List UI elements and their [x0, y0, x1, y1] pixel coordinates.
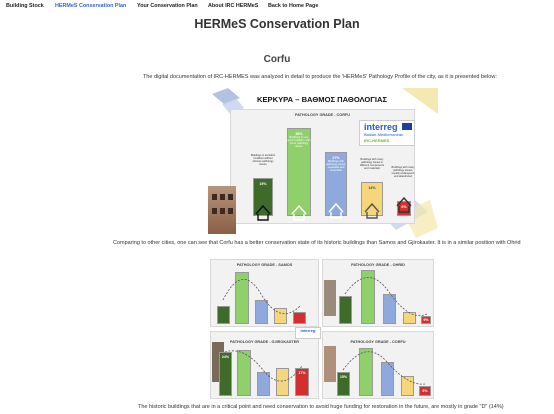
house-icon	[329, 204, 343, 218]
corfu-pathology-infographic	[206, 88, 438, 238]
ohrid-bar-4: 9%	[421, 316, 431, 324]
nav-hermes-conservation-plan[interactable]: HERMeS Conservation Plan	[55, 3, 127, 9]
corfu-bar-4: 6%	[397, 201, 411, 216]
corfu-small-trend-line	[323, 332, 433, 398]
intro-paragraph: The digital documentation of IRC-HERMES was analyzed in detail to produce the 'HERMeS' Pathology Profile of the city, as it is presented below:	[143, 74, 497, 80]
gjirokaster-bar-4: 17%	[295, 368, 309, 396]
top-navigation	[0, 0, 554, 14]
gjirokaster-trend-line	[211, 332, 318, 398]
house-icon	[397, 198, 411, 212]
interreg-logo-subtitle: Balkan-Mediterranean	[364, 132, 404, 137]
corfu-small-chart	[322, 331, 434, 399]
interreg-small-logo: interreg	[295, 327, 321, 339]
corfu-chart-title: PATHOLOGY GRADE - CORFU	[294, 113, 351, 117]
corfu-caption-1: Buildings in very good condition, with minor pathology issues	[287, 136, 311, 148]
corfu-chart-panel	[230, 109, 415, 224]
samos-chart	[210, 259, 319, 327]
closing-paragraph: The historic buildings that are in a critical point and need conservation to avoid huge funding for restoration in the future, are mostly in grade "D" (14%)	[138, 404, 504, 410]
corfu-bar-2: 27%	[325, 152, 347, 216]
ohrid-chart-title: PATHOLOGY GRADE - OHRID	[351, 263, 405, 267]
corfu-caption-0: Buildings in excellent condition without obvious pathology issues	[250, 154, 276, 166]
corfu-small-bar-0: 15%	[337, 372, 350, 396]
corfu-caption-3: Buildings with many pathology issues in different components and materials	[359, 158, 385, 170]
nav-back-to-home[interactable]: Back to Home Page	[268, 3, 319, 9]
samos-trend-line	[211, 260, 318, 326]
corfu-bar-3: 14%	[361, 182, 383, 216]
interreg-logo-text: interreg	[364, 122, 398, 132]
gjirokaster-chart-title: PATHOLOGY GRADE - GJIROKASTER	[230, 340, 299, 344]
ohrid-trend-line	[323, 260, 433, 326]
nav-building-stock[interactable]: Building Stock	[6, 3, 44, 9]
house-icon	[365, 204, 379, 218]
house-icons	[231, 110, 414, 223]
page-title: HERMeS Conservation Plan	[194, 17, 360, 31]
corfu-bar-0: 15%	[253, 178, 273, 216]
corfu-small-chart-title: PATHOLOGY GRADE - CORFU	[350, 340, 406, 344]
corfu-caption-2: Buildings with pathology issues, repairable and restorable	[325, 160, 347, 172]
historic-building-photo	[208, 186, 236, 234]
interreg-logo-project: IRC-HERMES	[364, 138, 390, 143]
corfu-caption-4: Buildings with many pathology issues, usually endangered and abandoned	[391, 166, 415, 178]
gjirokaster-chart	[210, 328, 319, 399]
ohrid-chart	[322, 259, 434, 327]
city-heading: Corfu	[263, 54, 291, 65]
corfu-bar-1: 38%	[287, 128, 311, 216]
gjirokaster-bar-0: 24%	[219, 352, 232, 396]
samos-chart-title: PATHOLOGY GRADE - SAMOS	[236, 263, 293, 267]
infographic-heading: ΚΕΡΚΥΡΑ – ΒΑΘΜΟΣ ΠΑΘΟΛΟΓΙΑΣ	[256, 95, 388, 104]
comparison-paragraph: Comparing to other cities, one can see that Corfu has a better conservation state of its historic buildings than Samos and Gjirokaster. It is in a similar position with Ohrid	[113, 240, 521, 246]
nav-about-irc-hermes[interactable]: About IRC HERMeS	[208, 3, 259, 9]
house-icon	[292, 206, 306, 220]
house-icon	[256, 206, 270, 220]
nav-your-conservation-plan[interactable]: Your Conservation Plan	[137, 3, 198, 9]
corfu-small-bar-4: 6%	[419, 386, 431, 396]
